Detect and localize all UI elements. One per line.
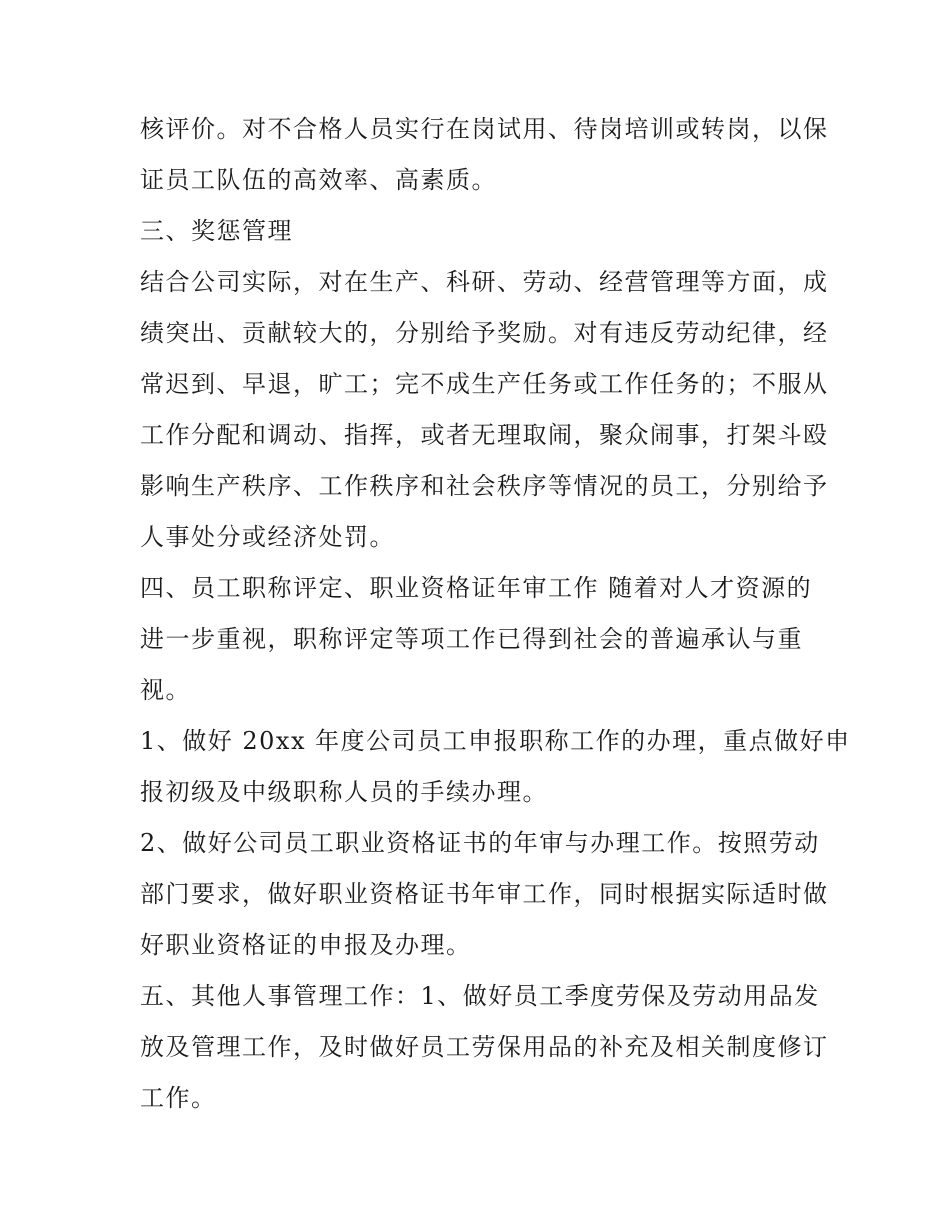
text-line: 进一步重视，职称评定等项工作已得到社会的普遍承认与重 [140,625,803,653]
list-item: 2、做好公司员工职业资格证书的年审与办理工作。按照劳动 [140,829,820,857]
text-line: 人事处分或经济处罚。 [140,523,395,551]
text-line: 报初级及中级职称人员的手续办理。 [140,778,548,806]
section-heading: 四、员工职称评定、职业资格证年审工作 随着对人才资源的 [140,574,813,602]
text-line: 部门要求，做好职业资格证书年审工作，同时根据实际适时做 [140,880,829,908]
text-line: 影响生产秩序、工作秩序和社会秩序等情况的员工，分别给予 [140,472,829,500]
text-line: 绩突出、贡献较大的，分别给予奖励。对有违反劳动纪律，经 [140,319,829,347]
text-line: 结合公司实际，对在生产、科研、劳动、经营管理等方面，成 [140,268,829,296]
text-line: 工作分配和调动、指挥，或者无理取闹，聚众闹事，打架斗殴 [140,421,829,449]
text-line: 放及管理工作，及时做好员工劳保用品的补充及相关制度修订 [140,1033,829,1061]
section-heading: 三、奖惩管理 [140,217,293,245]
list-item: 1、做好 20xx 年度公司员工申报职称工作的办理，重点做好申 [140,727,851,755]
document-body [140,104,851,1124]
text-line: 视。 [140,676,191,704]
text-line: 证员工队伍的高效率、高素质。 [140,166,497,194]
text-line: 好职业资格证的申报及办理。 [140,931,472,959]
text-line: 工作。 [140,1084,217,1112]
text-line: 常迟到、早退，旷工；完不成生产任务或工作任务的；不服从 [140,370,829,398]
section-heading: 五、其他人事管理工作：1、做好员工季度劳保及劳动用品发 [140,982,820,1010]
text-line: 核评价。对不合格人员实行在岗试用、待岗培训或转岗，以保 [140,115,829,143]
